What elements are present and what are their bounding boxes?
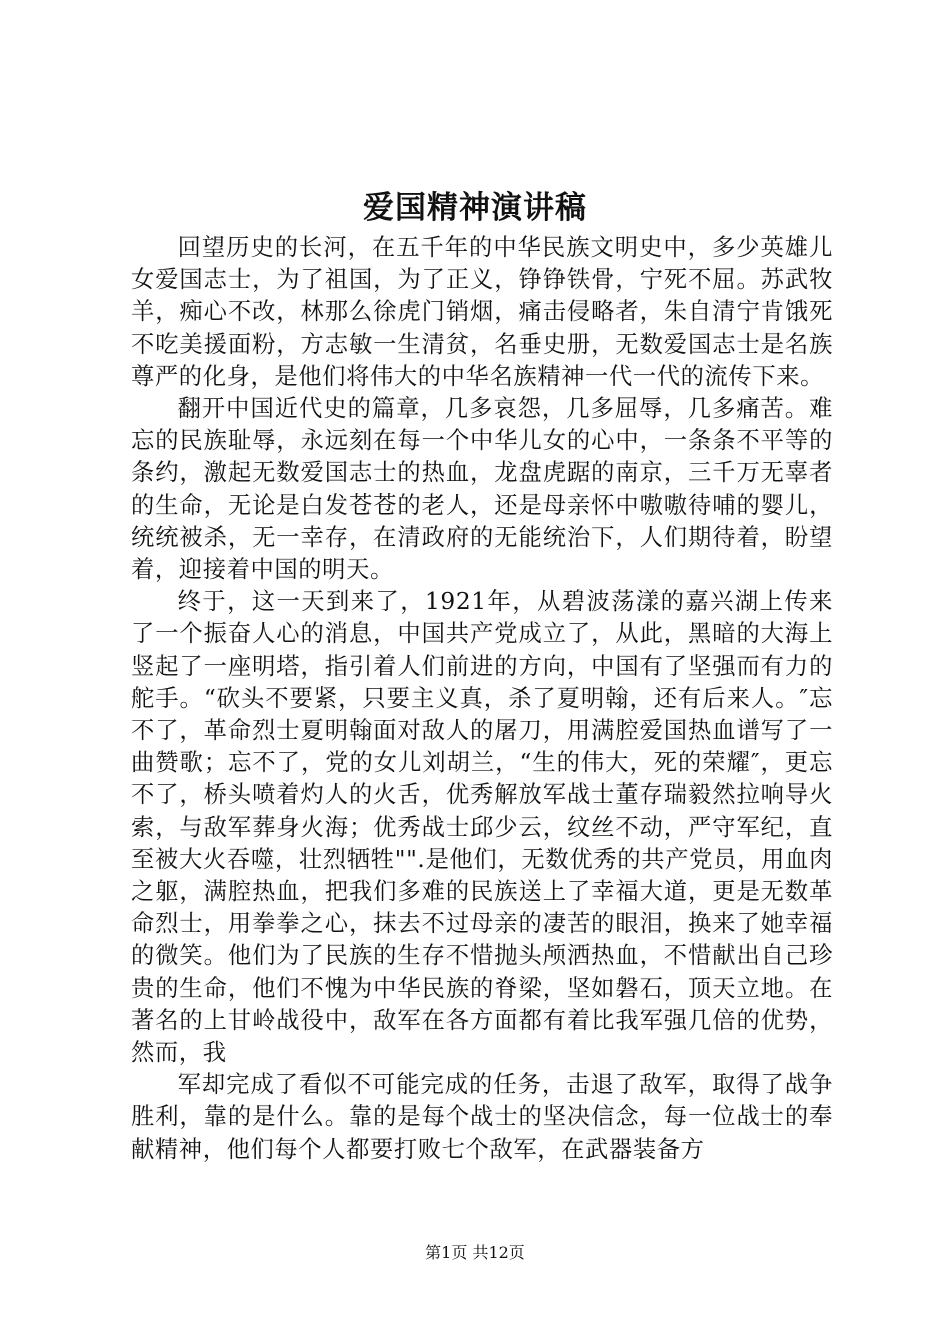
paragraph-1: 回望历史的长河，在五千年的中华民族文明史中，多少英雄儿女爱国志士，为了祖国，为了正义，铮铮铁骨，宁死不屈。苏武牧羊，痴心不改，林那么徐虎门销烟，痛击侵略者，朱自清宁肯饿死不吃美援面粉，方志敏一生清贫，名垂史册，无数爱国志士是名族尊严的化身，是他们将伟大的中华名族精神一代一代的流传下来。 xyxy=(131,234,833,390)
paragraph-4: 军却完成了看似不可能完成的任务，击退了敌军，取得了战争胜利，靠的是什么。靠的是每个战士的坚决信念，每一位战士的奉献精神，他们每个人都要打败七个敌军，在武器装备方 xyxy=(131,1071,833,1163)
document-title: 爱国精神演讲稿 xyxy=(363,190,587,226)
paragraph-2: 翻开中国近代史的篇章，几多哀怨，几多屈辱，几多痛苦。难忘的民族耻辱，永远刻在每一个中华儿女的心中，一条条不平等的条约，激起无数爱国志士的热血，龙盘虎踞的南京，三千万无辜者的生命，无论是白发苍苍的老人，还是母亲怀中嗷嗷待哺的婴儿，统统被杀，无一幸存，在清政府的无能统治下，人们期待着，盼望着，迎接着中国的明天。 xyxy=(131,395,833,584)
paragraph-3: 终于，这一天到来了，1921年，从碧波荡漾的嘉兴湖上传来了一个振奋人心的消息，中国共产党成立了，从此，黑暗的大海上竖起了一座明塔，指引着人们前进的方向，中国有了坚强而有力的舵手。“砍头不要紧，只要主义真，杀了夏明翰，还有后来人。″忘不了，革命烈士夏明翰面对敌人的屠刀，用满腔爱国热血谱写了一曲赞歌；忘不了，党的女儿刘胡兰，“生的伟大，死的荣耀″，更忘不了，桥头喷着灼人的火舌，优秀解放军战士董存瑞毅然拉响导火索，与敌军葬身火海；优秀战士邱少云，纹丝不动，严守军纪，直至被大火吞噬，壮烈牺牲"".是他们，无数优秀的共产党员，用血肉之躯，满腔热血，把我们多难的民族送上了幸福大道，更是无数革命烈士，用拳拳之心，抹去不过母亲的凄苦的眼泪，换来了她幸福的微笑。他们为了民族的生存不惜抛头颅洒热血，不惜献出自己珍贵的生命，他们不愧为中华民族的脊梁，坚如磐石，顶天立地。在著名的上甘岭战役中，敌军在各方面都有着比我军强几倍的优势，然而，我 xyxy=(131,588,833,1067)
document-body xyxy=(131,232,833,1166)
page-number-footer: 第1页 共12页 xyxy=(425,1243,525,1262)
